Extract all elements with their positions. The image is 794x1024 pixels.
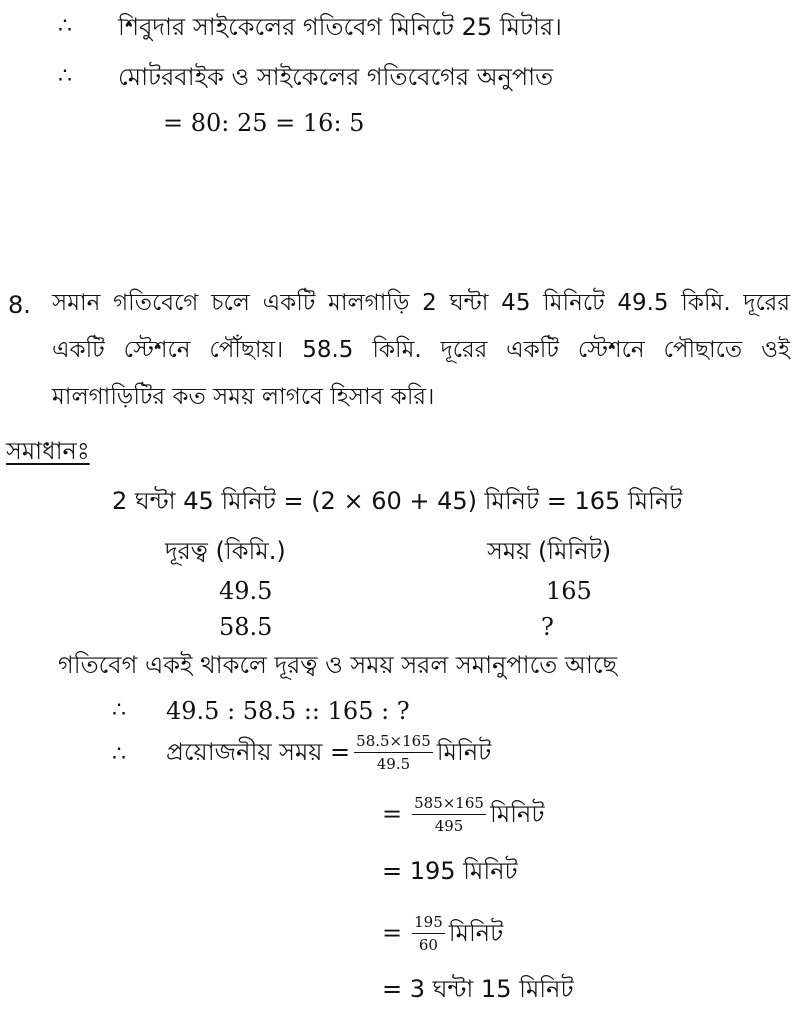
- fraction-denominator: 60: [418, 935, 438, 954]
- fraction-denominator: 495: [434, 816, 464, 835]
- required-time-label: প্রয়োজনীয় সময় =: [166, 738, 351, 766]
- therefore-symbol: ∴: [112, 698, 126, 723]
- therefore-symbol: ∴: [58, 14, 72, 39]
- time-conversion: 2 ঘন্টা 45 মিনিট = (2 × 60 + 45) মিনিট = 165 মিনিট: [112, 487, 683, 515]
- table-header-distance: দূরত্ব (কিমি.): [165, 537, 286, 565]
- table-header-time: সময় (মিনিট): [487, 537, 612, 565]
- cycle-speed-line: শিবুদার সাইকেলের গতিবেগ মিনিটে 25 মিটার।: [118, 13, 562, 41]
- equals-sign: =: [382, 800, 403, 828]
- fraction-numerator: 58.5×165: [354, 732, 433, 753]
- fraction-numerator: 585×165: [412, 794, 486, 815]
- required-time-step-1: [166, 722, 491, 782]
- fraction-denominator: 49.5: [376, 754, 411, 773]
- equals-sign: =: [382, 919, 403, 947]
- unit-minute: মিনিট: [448, 919, 504, 947]
- table-cell-distance: 58.5: [219, 613, 273, 641]
- speed-ratio-value: = 80: 25 = 16: 5: [163, 109, 365, 137]
- table-cell-time: 165: [546, 577, 592, 605]
- table-cell-time: ?: [541, 613, 554, 641]
- therefore-symbol: ∴: [112, 742, 126, 767]
- required-time-step-4: [382, 904, 503, 962]
- problem-statement: সমান গতিবেগে চলে একটি মালগাড়ি 2 ঘন্টা 45 মিনিটে 49.5 কিমি. দূরের একটি স্টেশনে পৌঁছায়। 58.5 কিমি. দূরের একটি স্টেশনে পৌছাতে ওই মালগাড়িটির কত সময় লাগবে হিসাব করি।: [52, 290, 790, 410]
- required-time-step-3: = 195 মিনিট: [382, 857, 518, 885]
- fraction: [412, 794, 486, 835]
- fraction: [412, 913, 445, 954]
- proportion-statement: গতিবেগ একই থাকলে দূরত্ব ও সময় সরল সমানুপাতে আছে: [58, 651, 618, 679]
- proportion-equation: 49.5 : 58.5 :: 165 : ?: [166, 697, 410, 725]
- problem-number: 8.: [8, 291, 31, 319]
- table-cell-distance: 49.5: [219, 577, 273, 605]
- fraction: [354, 732, 433, 773]
- required-time-final-answer: = 3 ঘন্টা 15 মিনিট: [382, 975, 574, 1003]
- therefore-symbol: ∴: [58, 64, 72, 89]
- speed-ratio-label: মোটরবাইক ও সাইকেলের গতিবেগের অনুপাত: [118, 63, 554, 91]
- fraction-numerator: 195: [412, 913, 445, 934]
- unit-minute: মিনিট: [489, 800, 545, 828]
- required-time-step-2: [382, 784, 544, 844]
- unit-minute: মিনিট: [436, 738, 492, 766]
- solution-heading: সমাধানঃ: [6, 437, 90, 465]
